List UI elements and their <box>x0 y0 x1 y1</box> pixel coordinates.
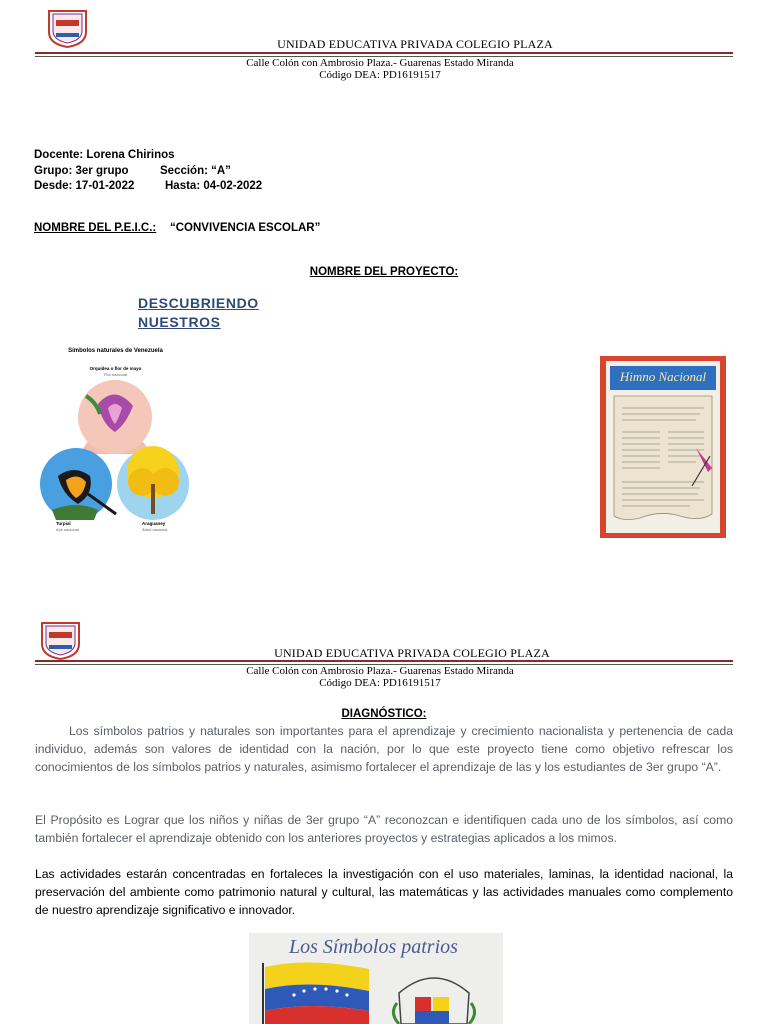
project-title-line1: DESCUBRIENDO <box>138 295 259 311</box>
school-name: UNIDAD EDUCATIVA PRIVADA COLEGIO PLAZA <box>277 37 553 51</box>
anthem-image <box>600 356 726 538</box>
grupo: Grupo: 3er grupo <box>34 165 129 177</box>
project-label: NOMBRE DEL PROYECTO: <box>309 266 459 278</box>
bird-label: Turpial <box>56 521 71 526</box>
symbols-illustration <box>38 344 193 536</box>
desde: Desde: 17-01-2022 <box>34 180 135 192</box>
hasta: Hasta: 04-02-2022 <box>165 180 263 192</box>
symbols-title: Símbolos naturales de Venezuela <box>68 348 163 354</box>
peic-value: “CONVIVENCIA ESCOLAR” <box>170 222 321 234</box>
anthem-title: Himno Nacional <box>619 369 707 384</box>
diagnostic-title: DIAGNÓSTICO: <box>341 708 427 720</box>
natural-symbols-image <box>38 344 193 536</box>
diagnostic-paragraph-3: Las actividades estarán concentradas en fortaleces la investigación con el uso materiales, laminas, la identidad nacional, la preservación del ambiente como patrimonio natural y cultural, las matemáticas y las actividades manuales como complemento de nuestro aprendizaje significativo e innovador. <box>35 867 733 917</box>
tree-sub: Árbol nacional <box>142 527 168 532</box>
seccion: Sección: “A” <box>160 165 231 177</box>
school-address-page2: Calle Colón con Ambrosio Plaza.- Guarenas Estado Miranda <box>246 665 514 677</box>
peic-label: NOMBRE DEL P.E.I.C.: <box>34 222 157 234</box>
drawing-caption: Los Símbolos patrios <box>289 936 458 958</box>
header-rule <box>35 52 733 54</box>
school-code-page2: Código DEA: PD16191517 <box>319 677 441 689</box>
school-name-page2: UNIDAD EDUCATIVA PRIVADA COLEGIO PLAZA <box>274 646 550 660</box>
bird-sub: Ave nacional <box>56 527 79 532</box>
diagnostic-paragraph-2: El Propósito es Lograr que los niños y niñas de 3er grupo “A” reconozcan e identifiquen cada uno de los símbolos, así como también fortalecer el aprendizaje obtenido con los anteriores proyectos y estrategias aplicados a los mimos. <box>35 813 733 845</box>
docente: Docente: Lorena Chirinos <box>34 149 175 161</box>
header-rule-page2 <box>35 660 733 662</box>
project-title-line2: NUESTROS <box>138 314 221 330</box>
patriotic-symbols-drawing <box>249 933 503 1024</box>
tree-label: Araguaney <box>142 521 166 526</box>
diagnostic-paragraph-1: Los símbolos patrios y naturales son importantes para el aprendizaje y crecimiento nacionalista y pertenencia de cada individuo, además son valores de identidad con la nación, por lo que este proyecto tiene como objetivo refrescar los conocimientos de los símbolos patrios y naturales, asimismo fortalecer el aprendizaje de las y los estudiantes de 3er grupo “A”. <box>35 724 733 774</box>
school-address: Calle Colón con Ambrosio Plaza.- Guarenas Estado Miranda <box>246 57 514 69</box>
flag-and-shield-drawing <box>249 933 503 1024</box>
flower-label: Orquídea o flor de mayo <box>89 366 142 371</box>
school-code: Código DEA: PD16191517 <box>319 69 441 81</box>
flower-sub: Flor nacional <box>104 372 127 377</box>
